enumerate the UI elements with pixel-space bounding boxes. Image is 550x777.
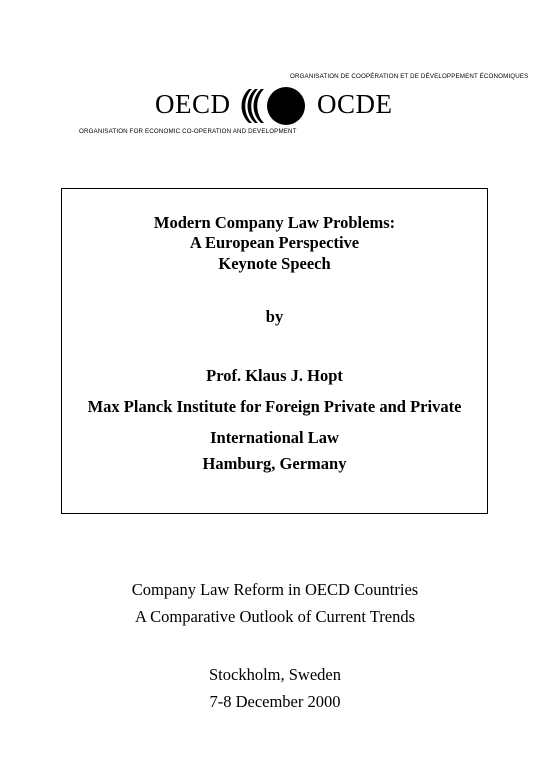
title-line-3: Keynote Speech (218, 254, 331, 273)
oecd-emblem-icon (230, 84, 318, 128)
event-subtitle: A Comparative Outlook of Current Trends (134, 607, 416, 626)
event-place: Stockholm, Sweden (209, 665, 341, 684)
title-line-1: Modern Company Law Problems: (153, 213, 396, 232)
logo-text-ocde: OCDE (317, 89, 393, 119)
title-line-2: A European Perspective (189, 233, 360, 252)
affiliation-line-2: International Law (210, 428, 339, 447)
by-label: by (265, 307, 284, 326)
oecd-letterhead (0, 0, 550, 150)
oecd-logo (150, 84, 410, 128)
event-date: 7-8 December 2000 (209, 692, 341, 711)
org-name-french: ORGANISATION DE COOPÉRATION ET DE DÉVELOPPEMENT ÉCONOMIQUES (290, 73, 529, 80)
org-name-english: ORGANISATION FOR ECONOMIC CO-OPERATION AND DEVELOPMENT (79, 128, 297, 135)
logo-text-oecd: OECD (155, 89, 231, 119)
event-name: Company Law Reform in OECD Countries (131, 580, 419, 599)
author-location: Hamburg, Germany (202, 454, 347, 473)
affiliation-line-1: Max Planck Institute for Foreign Private and Private (87, 397, 462, 416)
author-name: Prof. Klaus J. Hopt (206, 366, 343, 385)
title-box (61, 188, 488, 514)
